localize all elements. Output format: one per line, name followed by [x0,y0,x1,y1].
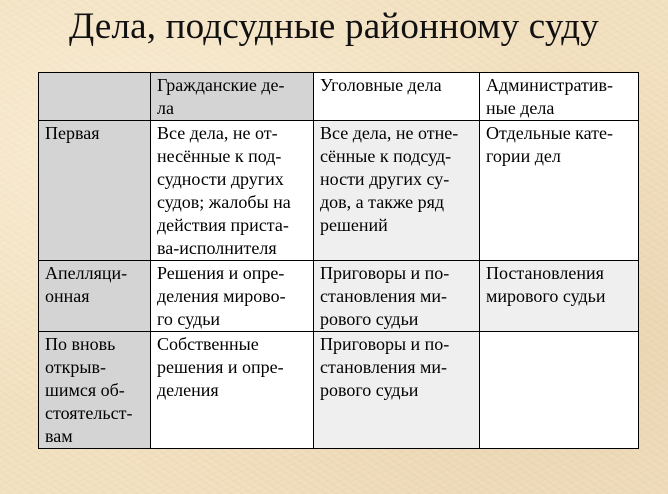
header-administrative-cases: Административ- ные дела [480,73,639,121]
cell-new-administrative [480,332,639,449]
cell-first-criminal: Все дела, не отне- сённые к подсуд- ности других су- дов, а также ряд решений [314,121,480,261]
row-instance-appeal: Апелляци- онная [39,261,151,332]
cell-first-civil: Все дела, не от- несённые к под- судности других судов; жалобы на действия приста- ва-исполнителя [151,121,314,261]
table-row [39,261,639,332]
table-row [39,121,639,261]
row-instance-first: Первая [39,121,151,261]
table-row [39,332,639,449]
header-civil-cases: Гражданские де- ла [151,73,314,121]
cell-first-administrative: Отдельные катe- гории дел [480,121,639,261]
row-instance-new-circumstances: По вновь открыв- шимся об- стоятельст- вам [39,332,151,449]
header-criminal-cases: Уголовные дела [314,73,480,121]
cell-new-civil: Собственные решения и опре- деления [151,332,314,449]
cell-appeal-administrative: Постановления мирового судьи [480,261,639,332]
jurisdiction-table [38,72,639,449]
cell-appeal-civil: Решения и опре- деления мирово- го судьи [151,261,314,332]
cell-new-criminal: Приговоры и по- становления ми- рового судьи [314,332,480,449]
header-corner-cell [39,73,151,121]
table-header-row [39,73,639,121]
page-title: Дела, подсудные районному суду [68,6,600,47]
cell-appeal-criminal: Приговоры и по- становления ми- рового судьи [314,261,480,332]
